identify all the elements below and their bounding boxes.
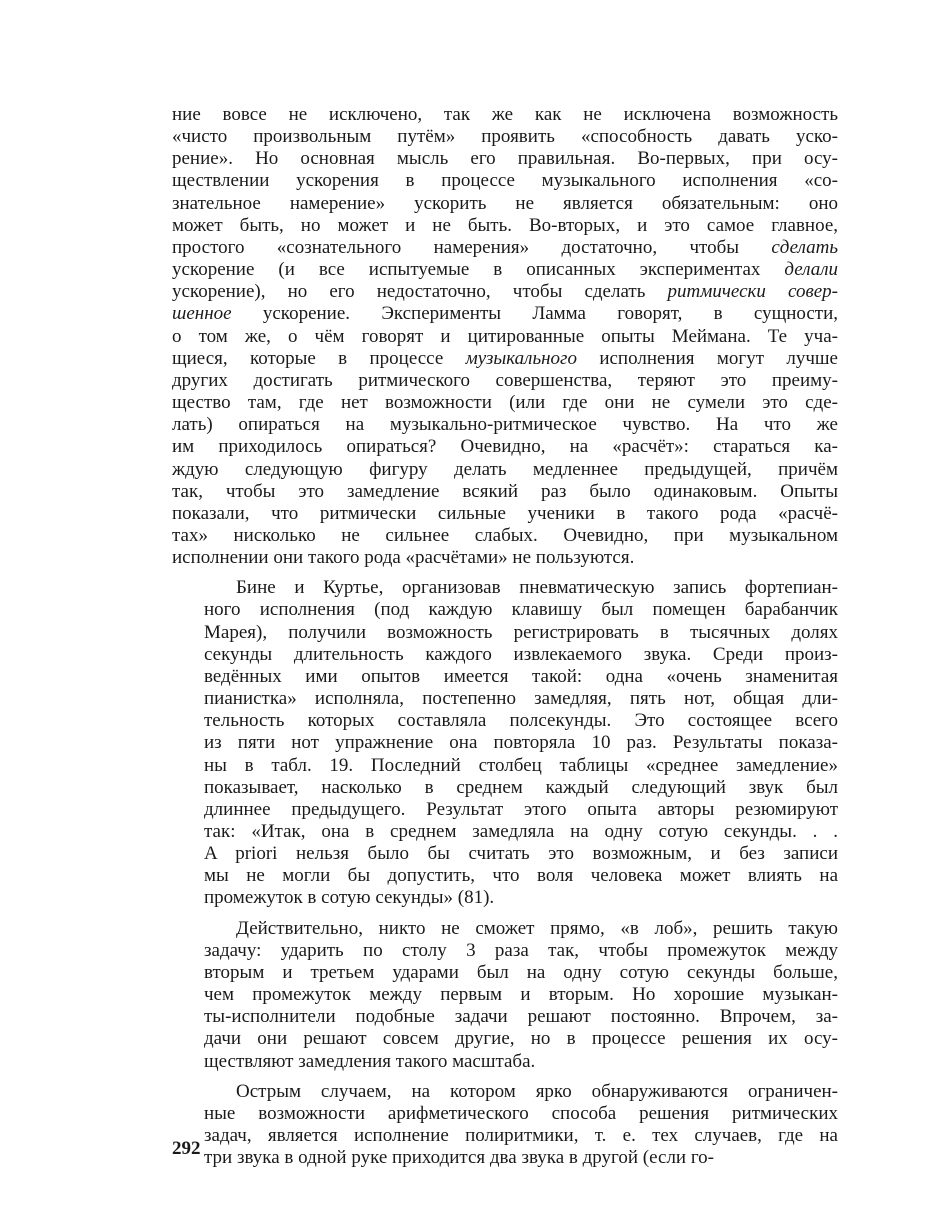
text-line: Действительно, никто не сможет прямо, «в лоб», решить такую — [236, 917, 838, 939]
text-line: чем промежуток между первым и вторым. Но хорошие музыкан- — [204, 984, 838, 1006]
text-line: Острым случаем, на котором ярко обнаруживаются ограничен- — [236, 1080, 838, 1102]
text-line: так, чтобы это замедление всякий раз было одинаковым. Опыты — [172, 480, 838, 502]
text-line: щество там, где нет возможности (или где они не сумели это сде- — [172, 392, 838, 414]
text-line: щиеся, которые в процессе музыкального исполнения могут лучше — [172, 347, 838, 369]
text-line: ные возможности арифметического способа решения ритмических — [204, 1102, 838, 1124]
text-line: три звука в одной руке приходится два звука в другой (если го- — [204, 1147, 714, 1169]
text-line: ускорение (и все испытуемые в описанных экспериментах делали — [172, 259, 838, 281]
paragraph — [172, 104, 838, 569]
paragraph — [172, 1081, 838, 1170]
text-line: ществляют замедления такого масштаба. — [204, 1050, 536, 1072]
paragraph — [172, 918, 838, 1073]
text-line: ного исполнения (под каждую клавишу был помещен барабанчик — [204, 599, 838, 621]
text-line: показывает, насколько в среднем каждый следующий звук был — [204, 776, 838, 798]
text-line: им приходилось опираться? Очевидно, на «расчёт»: стараться ка- — [172, 436, 838, 458]
text-line: длиннее предыдущего. Результат этого опыта авторы резюмируют — [204, 798, 838, 820]
text-line: задачу: ударить по столу 3 раза так, чтобы промежуток между — [204, 939, 838, 961]
text-line: мы не могли бы допустить, что воля человека может влиять на — [204, 865, 838, 887]
text-line: секунды длительность каждого извлекаемого звука. Среди произ- — [204, 643, 838, 665]
emphasis: ритмически совер- — [667, 281, 838, 303]
text-line: A priori нельзя было бы считать это возможным, и без записи — [204, 843, 838, 865]
text-line: ждую следующую фигуру делать медленнее предыдущей, причём — [172, 458, 838, 480]
text-line: вторым и третьем ударами был на одну сотую секунды больше, — [204, 961, 838, 983]
text-line: ускорение), но его недостаточно, чтобы сделать ритмически совер- — [172, 281, 838, 303]
text-line: простого «сознательного намерения» достаточно, чтобы сделать — [172, 236, 838, 258]
text-line: шенное ускорение. Эксперименты Ламма говорят, в сущности, — [172, 303, 838, 325]
text-line: о том же, о чём говорят и цитированные опыты Меймана. Те уча- — [172, 325, 838, 347]
emphasis: шенное — [172, 303, 232, 325]
text-line: ществлении ускорения в процессе музыкального исполнения «со- — [172, 170, 838, 192]
text-line: ние вовсе не исключено, так же как не исключена возможность — [172, 104, 838, 125]
text-line: так: «Итак, она в среднем замедляла на одну сотую секунды. . . — [204, 821, 838, 842]
text-line: исполнении они такого рода «расчётами» не пользуются. — [172, 547, 635, 569]
paragraph — [172, 577, 838, 909]
text-column — [172, 104, 838, 1169]
text-line: Марея), получили возможность регистрировать в тысячных долях — [204, 621, 838, 643]
emphasis: сделать — [771, 236, 838, 258]
text-line: может быть, но может и не быть. Во-вторых, и это самое главное, — [172, 214, 838, 236]
text-line: других достигать ритмического совершенства, теряют это преиму- — [172, 369, 838, 391]
text-line: тельность которых составляла полсекунды. Это состоящее всего — [204, 710, 838, 732]
emphasis: музыкального — [465, 347, 577, 369]
text-line: лать) опираться на музыкально-ритмическое чувство. На что же — [172, 414, 838, 436]
text-line: из пяти нот упражнение она повторяла 10 раз. Результаты показа- — [204, 732, 838, 754]
text-line: промежуток в сотую секунды» (81). — [204, 887, 495, 909]
text-line: знательное намерение» ускорить не является обязательным: оно — [172, 192, 838, 214]
text-line: дачи они решают совсем другие, но в процессе решения их осу- — [204, 1028, 838, 1050]
text-line: ты-исполнители подобные задачи решают постоянно. Впрочем, за- — [204, 1006, 838, 1028]
page-body — [172, 104, 838, 1169]
text-line: «чисто произвольным путём» проявить «способность давать уско- — [172, 126, 838, 148]
text-line: тах» нисколько не сильнее слабых. Очевидно, при музыкальном — [172, 524, 838, 546]
text-line: ведённых ими опытов имеется такой: одна «очень знаменитая — [204, 665, 838, 687]
text-line: задач, является исполнение полиритмики, т. е. тех случаев, где на — [204, 1125, 838, 1147]
text-line: показали, что ритмически сильные ученики в такого рода «расчё- — [172, 502, 838, 524]
text-line: ны в табл. 19. Последний столбец таблицы «среднее замедление» — [204, 754, 838, 776]
text-line: пианистка» исполняла, постепенно замедляя, пять нот, общая дли- — [204, 688, 838, 710]
emphasis: делали — [784, 259, 838, 281]
page-number: 292 — [172, 1138, 201, 1159]
text-line: рение». Но основная мысль его правильная. Во-первых, при осу- — [172, 148, 838, 170]
text-line: Бине и Куртье, организовав пневматическую запись фортепиан- — [236, 577, 838, 599]
